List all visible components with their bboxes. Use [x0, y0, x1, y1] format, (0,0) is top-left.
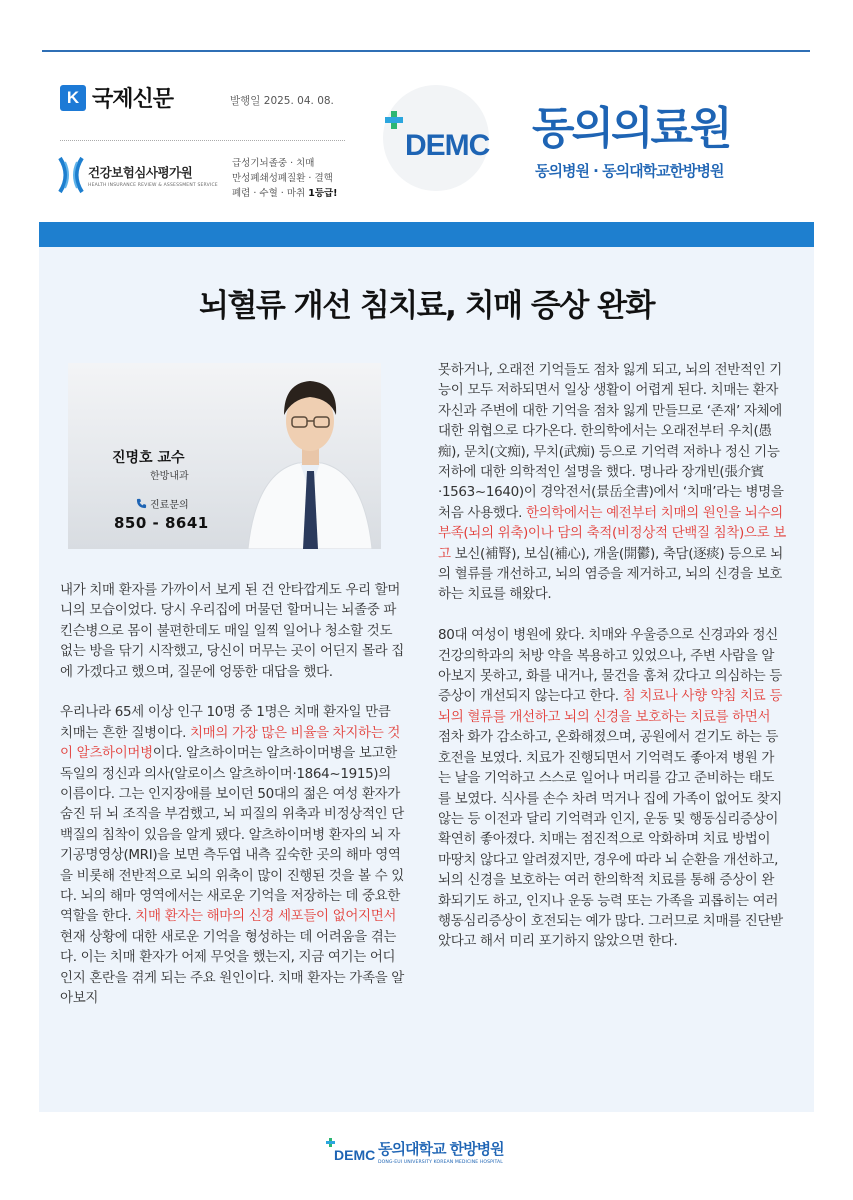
publish-date: 발행일 2025. 04. 08.	[230, 95, 334, 107]
doctor-name: 진명호 교수	[112, 450, 185, 466]
awards-grade: 1등급!	[308, 188, 338, 199]
highlight-text: 치매의 가장 많은 비율을 차지하는 것이 알츠하이머병	[60, 724, 401, 762]
doctor-portrait-icon	[238, 363, 381, 549]
article-headline: 뇌혈류 개선 침치료, 치매 증상 완화	[199, 288, 654, 324]
awards-line-last	[232, 186, 338, 201]
hospital-subtitle: 동의병원 · 동의대학교한방병원	[535, 162, 724, 180]
awards-text	[232, 156, 338, 201]
hospital-title: 동의의료원	[532, 103, 730, 154]
agency-brand	[58, 156, 218, 194]
article-paragraph	[438, 360, 786, 605]
article-paragraph	[60, 580, 404, 682]
svg-text:DEMC: DEMC	[405, 129, 490, 162]
awards-last-prefix: 폐렴 · 수혈 · 마취	[232, 188, 309, 199]
footer-hospital-name: 동의대학교 한방병원	[378, 1140, 504, 1158]
highlight-text: 한의학에서는 예전부터 치매의 원인을 뇌수의 부족(뇌의 위축)이나 담의 축적(비정상적 단백질 침착)으로 보고	[438, 504, 786, 562]
newspaper-brand	[60, 82, 173, 113]
body-text: 점차 화가 감소하고, 온화해졌으며, 공원에서 걷기도 하는 등 호전을 보였다. 치료가 진행되면서 기억력도 좋아져 병원 가는 날을 기억하고 스스로 일어나 머리를 감고 준비하는 태도를 보였다. 식사를 손수 차려 먹거나 집에 가족이 없어도 찾지 않는 등 이전과 달리 기억력과 인지, 운동 및 행동심리증상이 확연히 좋아졌다. 치매는 점진적으로 악화하며 치료 방법이 마땅치 않다고 알려졌지만, 경우에 따라 뇌 순환을 개선하고, 뇌의 신경을 보호하는 여러 한의학적 치료를 통해 증상이 완화되기도 하고, 인지나 운동 능력 또는 가족을 괴롭히는 여러 행동심리증상이 호전되는 예가 많다. 그러므로 치매를 진단받았다고 해서 미리 포기하지 않았으면 한다.	[438, 729, 783, 950]
footer-logo	[325, 1138, 504, 1165]
doctor-department: 한방내과	[150, 471, 189, 482]
doctor-photo	[68, 363, 381, 549]
agency-name: 건강보험심사평가원	[88, 164, 193, 180]
body-text: 80대 여성이 병원에 왔다. 치매와 우울증으로 신경과와 정신건강의학과의 처방 약을 복용하고 있었으나, 주변 사람을 알아보지 못하고, 화를 내거나, 물건을 훔쳐 갔다고 의심하는 등 증상이 개선되지 않는다고 한다.	[438, 627, 782, 705]
awards-line: 급성기뇌졸중 · 치매	[232, 158, 315, 169]
body-text: 보신(補腎), 보심(補心), 개울(開鬱), 축담(逐痰) 등으로 뇌의 혈류를 개선하고, 뇌의 염증을 제거하고, 뇌의 신경을 보호하는 치료를 해왔다.	[438, 545, 784, 603]
body-text: 이다. 알츠하이머는 알츠하이머병을 보고한 독일의 정신과 의사(알로이스 알츠하이머·1864~1915)의 이름이다. 그는 인지장애를 보이던 50대의 젊은 여성 환자가 숨진 뒤 뇌 조직을 부검했고, 뇌 피질의 위축과 비정상적인 단백질의 침착이 있음을 알게 됐다. 알츠하이머병 환자의 뇌 자기공명영상(MRI)을 보면 측두엽 내측 깊숙한 곳의 해마 영역을 비롯해 전반적으로 뇌의 위축이 많이 진행된 것을 볼 수 있다. 뇌의 해마 영역에서는 새로운 기억을 저장하는 데 중요한 역할을 한다.	[60, 745, 404, 925]
body-text: 못하거나, 오래전 기억들도 점차 잃게 되고, 뇌의 전반적인 기능이 모두 저하되면서 일상 생활이 어렵게 된다. 치매는 환자 자신과 주변에 대한 기억을 점차 잃게 만들므로 ‘존재’ 자체에 대한 위협으로 다가온다. 한의학에서는 오래전부터 우치(愚痴), 문치(文痴), 무치(武痴) 등으로 기억력 저하나 정신 기능 저하에 대한 의학적인 설명을 했다. 명나라 장개빈(張介賓·1563~1640)이 경악전서(景岳全書)에서 ‘치매’라는 병명을 처음 사용했다.	[438, 362, 784, 521]
newspaper-name: 국제신문	[92, 87, 174, 112]
inquiry-row	[136, 496, 189, 511]
footer-hospital-subtitle: DONG-EUI UNIVERSITY KOREAN MEDICINE HOSPITAL	[378, 1160, 503, 1165]
awards-line: 만성폐쇄성폐질환 · 결핵	[232, 173, 333, 184]
svg-text:DEMC: DEMC	[334, 1147, 375, 1163]
newspaper-logo-icon: K	[60, 85, 86, 111]
body-text: 현재 상황에 대한 새로운 기억을 형성하는 데 어려움을 겪는다. 이는 치매 환자가 어제 무엇을 했는지, 지금 여기는 어디인지 혼란을 겪게 되는 주요 원인이다. 치매 환자는 가족을 알아보지	[60, 928, 404, 1007]
article-left-column	[60, 580, 404, 1009]
article-paragraph	[438, 625, 786, 952]
demc-logo-icon	[373, 95, 503, 175]
article-right-column	[438, 360, 786, 952]
footer-demc-logo-icon	[325, 1138, 375, 1164]
article-paragraph	[60, 702, 404, 1008]
inquiry-label: 진료문의	[150, 500, 189, 511]
body-text: 우리나라 65세 이상 인구 10명 중 1명은 치매 환자일 만큼 치매는 흔한 질병이다.	[60, 704, 391, 741]
inquiry-phone[interactable]: 850 - 8641	[114, 514, 209, 532]
highlight-text: 치매 환자는 해마의 신경 세포들이 없어지면서	[135, 908, 397, 925]
agency-subtitle: HEALTH INSURANCE REVIEW & ASSESSMENT SERVICE	[88, 182, 218, 188]
header-divider	[60, 140, 345, 141]
highlight-text: 침 치료나 사향 약침 치료 등 뇌의 혈류를 개선하고 뇌의 신경을 보호하는 치료를 하면서	[438, 688, 783, 725]
body-text: 내가 치매 환자를 가까이서 보게 된 건 안타깝게도 우리 할머니의 모습이었다. 당시 우리집에 머물던 할머니는 뇌졸중 파킨슨병으로 몸이 불편한데도 매일 일찍 일어나 청소할 것도 없는 방을 닦기 시작했고, 당신이 머무는 곳이 어딘지 몰라 집에 가겠다고 했으며, 질문에 엉뚱한 대답을 했다.	[60, 582, 404, 680]
header-band	[39, 222, 814, 247]
top-rule	[42, 50, 810, 52]
agency-x-logo-icon	[58, 156, 84, 194]
phone-icon	[136, 498, 147, 509]
